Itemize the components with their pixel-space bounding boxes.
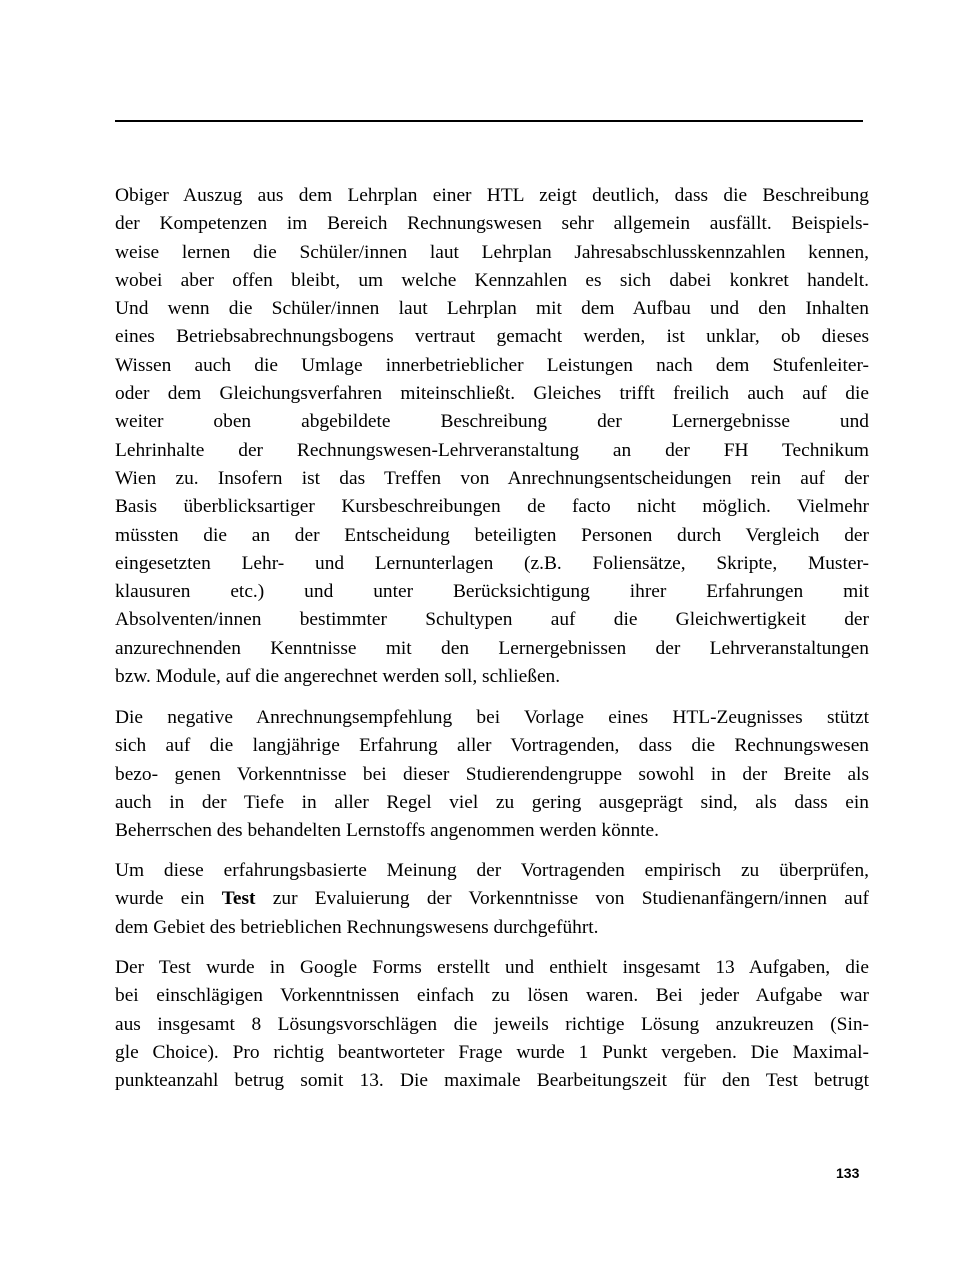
paragraph-2	[115, 704, 869, 845]
text-line: Der Test wurde in Google Forms erstellt und enthielt insgesamt 13 Aufgaben, die	[115, 957, 869, 978]
text-segment: wurde ein	[115, 888, 222, 910]
text-line: weiter oben abgebildete Beschreibung der Lernergebnisse und	[115, 411, 869, 433]
text-line: Um diese erfahrungsbasierte Meinung der Vortragenden empirisch zu überprüfen,	[115, 860, 869, 881]
page-number: 133	[836, 1165, 860, 1181]
text-line: der Kompetenzen im Bereich Rechnungswesen sehr allgemein ausfällt. Beispiels-	[115, 213, 869, 235]
text-line: wobei aber offen bleibt, um welche Kennzahlen es sich dabei konkret handelt.	[115, 269, 869, 291]
text-line: klausuren etc.) und unter Berücksichtigung ihrer Erfahrungen mit	[115, 581, 869, 603]
paragraph-4	[115, 954, 869, 1095]
text-line: sich auf die langjährige Erfahrung aller Vortragenden, dass die Rechnungswesen	[115, 735, 869, 757]
text-line: aus insgesamt 8 Lösungsvorschlägen die jeweils richtige Lösung anzukreuzen (Sin-	[115, 1013, 869, 1035]
text-line: anzurechnenden Kenntnisse mit den Lernergebnissen der Lehrveranstaltungen	[115, 637, 869, 659]
text-line: oder dem Gleichungsverfahren miteinschließt. Gleiches trifft freilich auch auf die	[115, 383, 869, 405]
paragraph-3	[115, 857, 869, 942]
text-line	[115, 885, 869, 913]
text-line: eingesetzten Lehr- und Lernunterlagen (z.B. Foliensätze, Skripte, Muster-	[115, 552, 869, 574]
text-line: müssten die an der Entscheidung beteiligten Personen durch Vergleich der	[115, 524, 869, 546]
text-line: Basis überblicksartiger Kursbeschreibungen de facto nicht möglich. Vielmehr	[115, 496, 869, 518]
text-line: bzw. Module, auf die angerechnet werden soll, schließen.	[115, 666, 561, 688]
text-line: bezo- genen Vorkenntnisse bei dieser Studierendengruppe sowohl in der Breite als	[115, 763, 869, 785]
header-rule	[115, 120, 863, 122]
paragraph-1	[115, 182, 869, 691]
text-segment: zur Evaluierung der Vorkenntnisse von Studienanfängern/innen auf	[255, 888, 869, 910]
text-line: Beherrschen des behandelten Lernstoffs angenommen werden könnte.	[115, 820, 660, 842]
text-line: Die negative Anrechnungsempfehlung bei Vorlage eines HTL-Zeugnisses stützt	[115, 707, 869, 728]
text-line: Wien zu. Insofern ist das Treffen von Anrechnungsentscheidungen rein auf der	[115, 467, 869, 489]
text-line: auch in der Tiefe in aller Regel viel zu gering ausgeprägt sind, als dass ein	[115, 791, 869, 813]
text-line: punkteanzahl betrug somit 13. Die maximale Bearbeitungszeit für den Test betrugt	[115, 1070, 869, 1092]
text-line: eines Betriebsabrechnungsbogens vertraut gemacht werden, ist unklar, ob dieses	[115, 326, 869, 348]
text-line: dem Gebiet des betrieblichen Rechnungswesens durchgeführt.	[115, 916, 599, 938]
text-line: Lehrinhalte der Rechnungswesen-Lehrveranstaltung an der FH Technikum	[115, 439, 869, 461]
text-line: Wissen auch die Umlage innerbetrieblicher Leistungen nach dem Stufenleiter-	[115, 354, 869, 376]
text-line: gle Choice). Pro richtig beantworteter Frage wurde 1 Punkt vergeben. Die Maximal-	[115, 1041, 869, 1063]
text-line: Absolventen/innen bestimmter Schultypen auf die Gleichwertigkeit der	[115, 609, 869, 631]
text-line: Und wenn die Schüler/innen laut Lehrplan mit dem Aufbau und den Inhalten	[115, 298, 869, 320]
text-line: bei einschlägigen Vorkenntnissen einfach zu lösen waren. Bei jeder Aufgabe war	[115, 985, 869, 1007]
text-line: weise lernen die Schüler/innen laut Lehrplan Jahresabschlusskennzahlen kennen,	[115, 241, 869, 263]
bold-term: Test	[221, 888, 256, 910]
text-line: Obiger Auszug aus dem Lehrplan einer HTL zeigt deutlich, dass die Beschreibung	[115, 185, 869, 206]
